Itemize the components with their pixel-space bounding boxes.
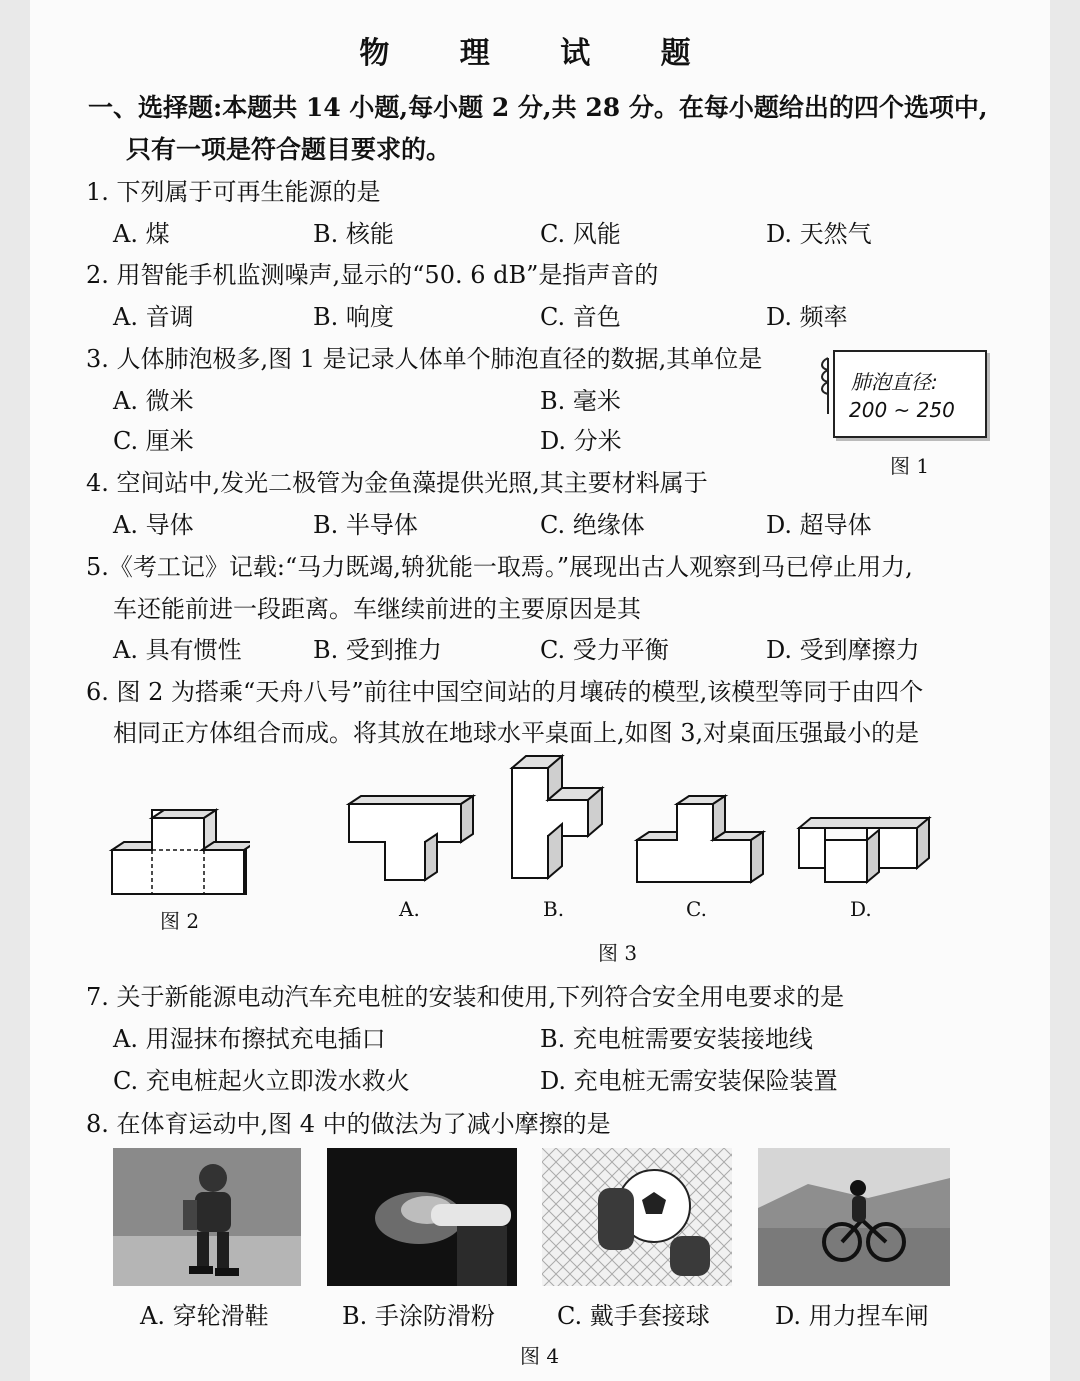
question-1-option-a: A. 煤 [113, 220, 170, 248]
figure-1-note-label: 肺泡直径: [851, 370, 938, 394]
question-6-stem-continued: 相同正方体组合而成。将其放在地球水平桌面上,如图 3,对桌面压强最小的是 [113, 719, 920, 747]
question-3-option-c: C. 厘米 [113, 427, 194, 455]
figure-1-caption: 图 1 [890, 454, 930, 478]
figure-3-label-c: C. [686, 897, 707, 921]
figure-3-shape-d [795, 812, 935, 886]
question-8-option-d: D. 用力捏车闸 [775, 1302, 929, 1330]
figure-3-label-b: B. [543, 897, 565, 921]
figure-3-caption: 图 3 [598, 941, 638, 965]
question-7-stem: 7. 关于新能源电动汽车充电桩的安装和使用,下列符合安全用电要求的是 [86, 983, 845, 1011]
question-8-stem: 8. 在体育运动中,图 4 中的做法为了减小摩擦的是 [86, 1110, 611, 1138]
figure-4-caption: 图 4 [520, 1344, 560, 1368]
question-7-option-c: C. 充电桩起火立即泼水救火 [113, 1067, 410, 1095]
question-6-stem: 6. 图 2 为搭乘“天舟八号”前往中国空间站的月壤砖的模型,该模型等同于由四个 [86, 678, 924, 706]
figure-3-shape-a [345, 792, 480, 884]
question-8-option-c: C. 戴手套接球 [557, 1302, 710, 1330]
question-2-option-c: C. 音色 [540, 303, 621, 331]
figure-1-note-value: 200 ~ 250 [849, 398, 955, 422]
question-4-option-c: C. 绝缘体 [540, 511, 645, 539]
question-1-option-c: C. 风能 [540, 220, 621, 248]
figure-2-brick-model [108, 806, 250, 900]
question-5-option-b: B. 受到推力 [313, 636, 442, 664]
section-heading-line2: 只有一项是符合题目要求的。 [126, 135, 452, 164]
question-5-option-d: D. 受到摩擦力 [766, 636, 920, 664]
photo-roller-skater [113, 1148, 301, 1286]
page-title: 物 理 试 题 [359, 36, 721, 71]
question-5-option-c: C. 受力平衡 [540, 636, 669, 664]
question-2-stem: 2. 用智能手机监测噪声,显示的“50. 6 dB”是指声音的 [86, 261, 659, 289]
question-7-option-b: B. 充电桩需要安装接地线 [540, 1025, 813, 1053]
question-4-option-d: D. 超导体 [766, 511, 872, 539]
question-5-stem-continued: 车还能前进一段距离。车继续前进的主要原因是其 [113, 595, 641, 623]
question-1-stem: 1. 下列属于可再生能源的是 [86, 178, 381, 206]
figure-2-caption: 图 2 [160, 909, 200, 933]
question-1-option-d: D. 天然气 [766, 220, 872, 248]
question-2-option-b: B. 响度 [313, 303, 394, 331]
question-5-stem: 5.《考工记》记载:“马力既竭,辀犹能一取焉。”展现出古人观察到马已停止用力, [86, 553, 913, 581]
notebook-ring-icon [818, 354, 838, 430]
question-7-option-d: D. 充电桩无需安装保险装置 [540, 1067, 838, 1095]
question-1-option-b: B. 核能 [313, 220, 394, 248]
question-3-option-d: D. 分米 [540, 427, 622, 455]
question-7-option-a: A. 用湿抹布擦拭充电插口 [113, 1025, 386, 1053]
figure-3-label-a: A. [399, 897, 420, 921]
question-4-stem: 4. 空间站中,发光二极管为金鱼藻提供光照,其主要材料属于 [86, 469, 708, 497]
question-4-option-a: A. 导体 [113, 511, 194, 539]
question-3-option-b: B. 毫米 [540, 387, 621, 415]
photo-chalk-hands [327, 1148, 517, 1286]
photo-cyclist [758, 1148, 950, 1286]
question-3-stem: 3. 人体肺泡极多,图 1 是记录人体单个肺泡直径的数据,其单位是 [86, 345, 763, 373]
photo-goalkeeper-glove [542, 1148, 732, 1286]
question-5-option-a: A. 具有惯性 [113, 636, 242, 664]
figure-3-shape-c [633, 792, 769, 886]
figure-3-shape-b [508, 752, 608, 884]
figure-3-label-d: D. [850, 897, 872, 921]
figure-1-note-card [833, 350, 987, 438]
question-8-option-a: A. 穿轮滑鞋 [140, 1302, 269, 1330]
question-2-option-a: A. 音调 [113, 303, 194, 331]
question-4-option-b: B. 半导体 [313, 511, 418, 539]
section-heading-line1: 一、选择题:本题共 14 小题,每小题 2 分,共 28 分。在每小题给出的四个选项中, [88, 93, 988, 122]
question-2-option-d: D. 频率 [766, 303, 848, 331]
question-3-option-a: A. 微米 [113, 387, 194, 415]
question-8-option-b: B. 手涂防滑粉 [342, 1302, 495, 1330]
